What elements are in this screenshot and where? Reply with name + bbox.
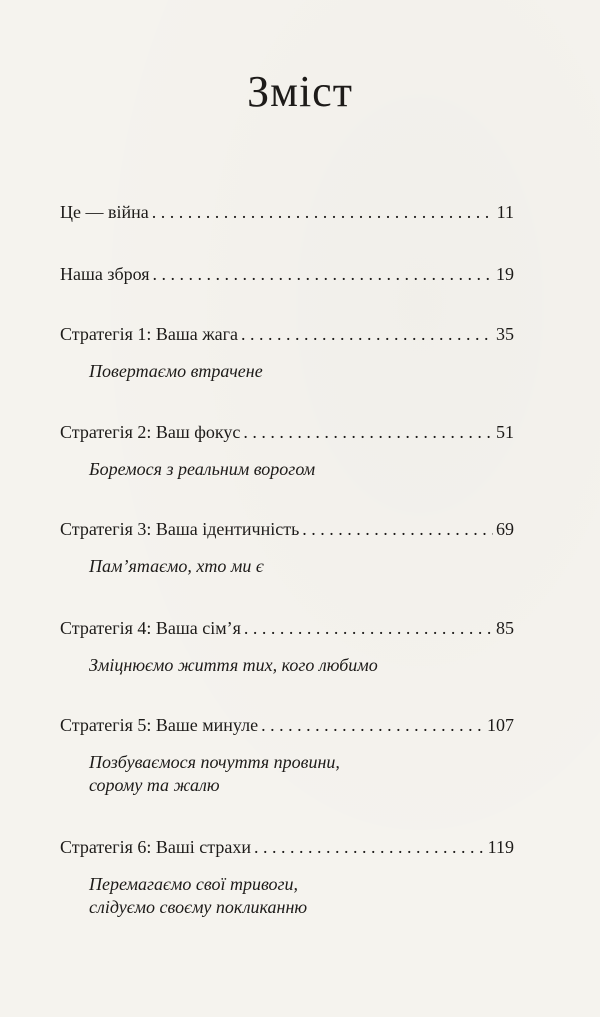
toc-dot-leader — [241, 322, 493, 346]
toc-entry-title: Стратегія 3: Ваша ідентичність — [60, 519, 300, 539]
toc-entry — [60, 835, 514, 919]
toc-entry-subtitle — [89, 751, 514, 797]
toc-entry-line — [60, 517, 514, 541]
toc-dot-leader — [152, 200, 494, 224]
toc-subtitle-line: Повертаємо втрачене — [89, 361, 263, 381]
toc-page-number: 85 — [496, 618, 514, 638]
toc-dot-leader — [243, 420, 493, 444]
toc-entry-subtitle — [89, 654, 514, 677]
toc-entry-subtitle — [89, 873, 514, 919]
toc-entry-subtitle — [89, 555, 514, 578]
toc-entry-title: Це — війна — [60, 202, 149, 222]
toc-dot-leader — [244, 616, 493, 640]
toc-entry-line — [60, 322, 514, 346]
toc-entry — [60, 616, 514, 677]
toc-entry — [60, 517, 514, 578]
page-title: Зміст — [247, 67, 353, 116]
toc-subtitle-line: Боремося з реальним ворогом — [89, 459, 316, 479]
toc-dot-leader — [254, 835, 485, 859]
toc-dot-leader — [261, 713, 484, 737]
toc-subtitle-line: Перемагаємо свої тривоги, — [89, 874, 299, 894]
toc-entry-subtitle — [89, 360, 514, 383]
toc-entry — [60, 200, 514, 224]
toc-dot-leader — [302, 517, 493, 541]
toc-entry-title: Стратегія 6: Ваші страхи — [60, 837, 251, 857]
toc-entry-title: Стратегія 4: Ваша сім’я — [60, 618, 241, 638]
toc-entry-title: Стратегія 5: Ваше минуле — [60, 715, 259, 735]
toc-page-number: 107 — [487, 715, 514, 735]
toc-dot-leader — [153, 262, 493, 286]
toc-entry — [60, 262, 514, 286]
toc-subtitle-line: сорому та жалю — [89, 775, 220, 795]
toc-entry-line — [60, 616, 514, 640]
toc-page-number: 119 — [487, 837, 514, 857]
toc-entry-subtitle — [89, 458, 514, 481]
toc-subtitle-line: Зміцнюємо життя тих, кого любимо — [89, 655, 378, 675]
toc-entry-line — [60, 835, 514, 859]
toc-entry-line — [60, 200, 514, 224]
toc-page-number: 69 — [496, 519, 514, 539]
toc-subtitle-line: Пам’ятаємо, хто ми є — [89, 556, 264, 576]
toc-subtitle-line: слідуємо своєму покликанню — [89, 897, 308, 917]
toc-page-number: 19 — [496, 264, 514, 284]
toc-entry — [60, 420, 514, 481]
toc-entry-line — [60, 713, 514, 737]
toc-entry-line — [60, 420, 514, 444]
toc-entry — [60, 322, 514, 383]
toc-page-number: 51 — [496, 422, 514, 442]
toc-page-number: 11 — [496, 202, 514, 222]
toc-entry-title: Стратегія 2: Ваш фокус — [60, 422, 241, 442]
toc-entry-title: Стратегія 1: Ваша жага — [60, 324, 239, 344]
toc-subtitle-line: Позбуваємося почуття провини, — [89, 752, 340, 772]
toc-page-number: 35 — [496, 324, 514, 344]
toc-entry-title: Наша зброя — [60, 264, 150, 284]
toc-entry-line — [60, 262, 514, 286]
toc-entry — [60, 713, 514, 797]
